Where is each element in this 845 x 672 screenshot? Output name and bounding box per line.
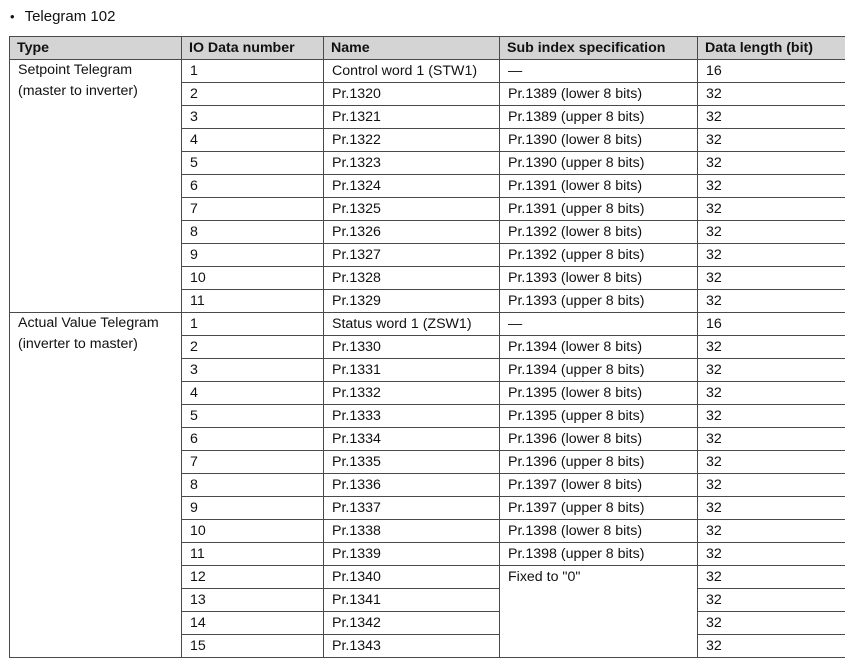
table-row [10, 313, 845, 336]
sub-index-cell: Pr.1389 (lower 8 bits) [500, 83, 698, 106]
name-cell: Pr.1337 [324, 497, 500, 520]
data-length-cell: 32 [698, 474, 845, 497]
io-data-number-cell: 12 [182, 566, 324, 589]
name-cell: Pr.1333 [324, 405, 500, 428]
name-cell: Pr.1339 [324, 543, 500, 566]
sub-index-cell: Pr.1395 (upper 8 bits) [500, 405, 698, 428]
sub-index-cell: Pr.1391 (lower 8 bits) [500, 175, 698, 198]
sub-index-cell: Pr.1391 (upper 8 bits) [500, 198, 698, 221]
name-cell: Pr.1320 [324, 83, 500, 106]
io-data-number-cell: 6 [182, 175, 324, 198]
data-length-cell: 32 [698, 428, 845, 451]
name-cell: Pr.1331 [324, 359, 500, 382]
header-type: Type [10, 37, 182, 60]
section-heading [10, 4, 115, 28]
sub-index-cell: Pr.1393 (upper 8 bits) [500, 290, 698, 313]
sub-index-cell: Pr.1395 (lower 8 bits) [500, 382, 698, 405]
type-cell [10, 60, 182, 313]
name-cell: Pr.1332 [324, 382, 500, 405]
data-length-cell: 32 [698, 497, 845, 520]
sub-index-cell: Pr.1396 (upper 8 bits) [500, 451, 698, 474]
sub-index-cell: Pr.1397 (lower 8 bits) [500, 474, 698, 497]
data-length-cell: 32 [698, 290, 845, 313]
data-length-cell: 32 [698, 589, 845, 612]
name-cell: Control word 1 (STW1) [324, 60, 500, 83]
name-cell: Pr.1342 [324, 612, 500, 635]
sub-index-cell: — [500, 60, 698, 83]
io-data-number-cell: 4 [182, 129, 324, 152]
io-data-number-cell: 5 [182, 405, 324, 428]
header-sub-index: Sub index specification [500, 37, 698, 60]
name-cell: Pr.1327 [324, 244, 500, 267]
data-length-cell: 32 [698, 336, 845, 359]
io-data-number-cell: 1 [182, 313, 324, 336]
data-length-cell: 32 [698, 198, 845, 221]
bullet-icon: • [10, 8, 15, 24]
header-name: Name [324, 37, 500, 60]
data-length-cell: 32 [698, 382, 845, 405]
io-data-number-cell: 7 [182, 198, 324, 221]
io-data-number-cell: 1 [182, 60, 324, 83]
io-data-number-cell: 10 [182, 267, 324, 290]
table-body [10, 60, 845, 658]
name-cell: Pr.1341 [324, 589, 500, 612]
sub-index-cell: Pr.1397 (upper 8 bits) [500, 497, 698, 520]
io-data-number-cell: 10 [182, 520, 324, 543]
io-data-number-cell: 2 [182, 83, 324, 106]
name-cell: Pr.1324 [324, 175, 500, 198]
type-direction: (inverter to master) [18, 336, 138, 352]
sub-index-cell: Pr.1398 (lower 8 bits) [500, 520, 698, 543]
io-data-number-cell: 3 [182, 106, 324, 129]
data-length-cell: 32 [698, 83, 845, 106]
io-data-number-cell: 6 [182, 428, 324, 451]
data-length-cell: 32 [698, 520, 845, 543]
io-data-number-cell: 5 [182, 152, 324, 175]
data-length-cell: 16 [698, 313, 845, 336]
name-cell: Pr.1334 [324, 428, 500, 451]
header-data-length: Data length (bit) [698, 37, 845, 60]
name-cell: Pr.1325 [324, 198, 500, 221]
name-cell: Pr.1326 [324, 221, 500, 244]
telegram-title: Telegram 102 [24, 7, 116, 25]
io-data-number-cell: 14 [182, 612, 324, 635]
io-data-number-cell: 9 [182, 244, 324, 267]
name-cell: Pr.1329 [324, 290, 500, 313]
data-length-cell: 32 [698, 267, 845, 290]
data-length-cell: 32 [698, 635, 845, 658]
sub-index-cell: Pr.1396 (lower 8 bits) [500, 428, 698, 451]
sub-index-cell: Fixed to "0" [500, 566, 698, 658]
data-length-cell: 32 [698, 221, 845, 244]
type-label: Actual Value Telegram [18, 315, 159, 331]
name-cell: Pr.1322 [324, 129, 500, 152]
sub-index-cell: Pr.1390 (upper 8 bits) [500, 152, 698, 175]
name-cell: Pr.1323 [324, 152, 500, 175]
name-cell: Pr.1335 [324, 451, 500, 474]
name-cell: Pr.1336 [324, 474, 500, 497]
name-cell: Pr.1330 [324, 336, 500, 359]
telegram-table [9, 36, 845, 658]
type-label: Setpoint Telegram [18, 62, 133, 78]
data-length-cell: 32 [698, 543, 845, 566]
io-data-number-cell: 2 [182, 336, 324, 359]
io-data-number-cell: 8 [182, 221, 324, 244]
sub-index-cell: Pr.1393 (lower 8 bits) [500, 267, 698, 290]
io-data-number-cell: 11 [182, 290, 324, 313]
data-length-cell: 32 [698, 566, 845, 589]
io-data-number-cell: 13 [182, 589, 324, 612]
io-data-number-cell: 11 [182, 543, 324, 566]
io-data-number-cell: 7 [182, 451, 324, 474]
io-data-number-cell: 3 [182, 359, 324, 382]
data-length-cell: 32 [698, 405, 845, 428]
data-length-cell: 32 [698, 129, 845, 152]
io-data-number-cell: 9 [182, 497, 324, 520]
name-cell: Pr.1343 [324, 635, 500, 658]
sub-index-cell: Pr.1392 (upper 8 bits) [500, 244, 698, 267]
data-length-cell: 32 [698, 612, 845, 635]
sub-index-cell: Pr.1398 (upper 8 bits) [500, 543, 698, 566]
table-header-row [10, 37, 845, 60]
name-cell: Pr.1328 [324, 267, 500, 290]
name-cell: Pr.1321 [324, 106, 500, 129]
io-data-number-cell: 8 [182, 474, 324, 497]
name-cell: Pr.1340 [324, 566, 500, 589]
name-cell: Pr.1338 [324, 520, 500, 543]
sub-index-cell: Pr.1394 (upper 8 bits) [500, 359, 698, 382]
io-data-number-cell: 15 [182, 635, 324, 658]
type-direction: (master to inverter) [18, 83, 138, 99]
io-data-number-cell: 4 [182, 382, 324, 405]
type-cell [10, 313, 182, 658]
data-length-cell: 32 [698, 244, 845, 267]
data-length-cell: 16 [698, 60, 845, 83]
data-length-cell: 32 [698, 451, 845, 474]
table-row [10, 60, 845, 83]
sub-index-cell: Pr.1394 (lower 8 bits) [500, 336, 698, 359]
header-io-data-number: IO Data number [182, 37, 324, 60]
sub-index-cell: Pr.1390 (lower 8 bits) [500, 129, 698, 152]
data-length-cell: 32 [698, 106, 845, 129]
sub-index-cell: Pr.1389 (upper 8 bits) [500, 106, 698, 129]
sub-index-cell: Pr.1392 (lower 8 bits) [500, 221, 698, 244]
sub-index-cell: — [500, 313, 698, 336]
data-length-cell: 32 [698, 175, 845, 198]
data-length-cell: 32 [698, 152, 845, 175]
name-cell: Status word 1 (ZSW1) [324, 313, 500, 336]
data-length-cell: 32 [698, 359, 845, 382]
